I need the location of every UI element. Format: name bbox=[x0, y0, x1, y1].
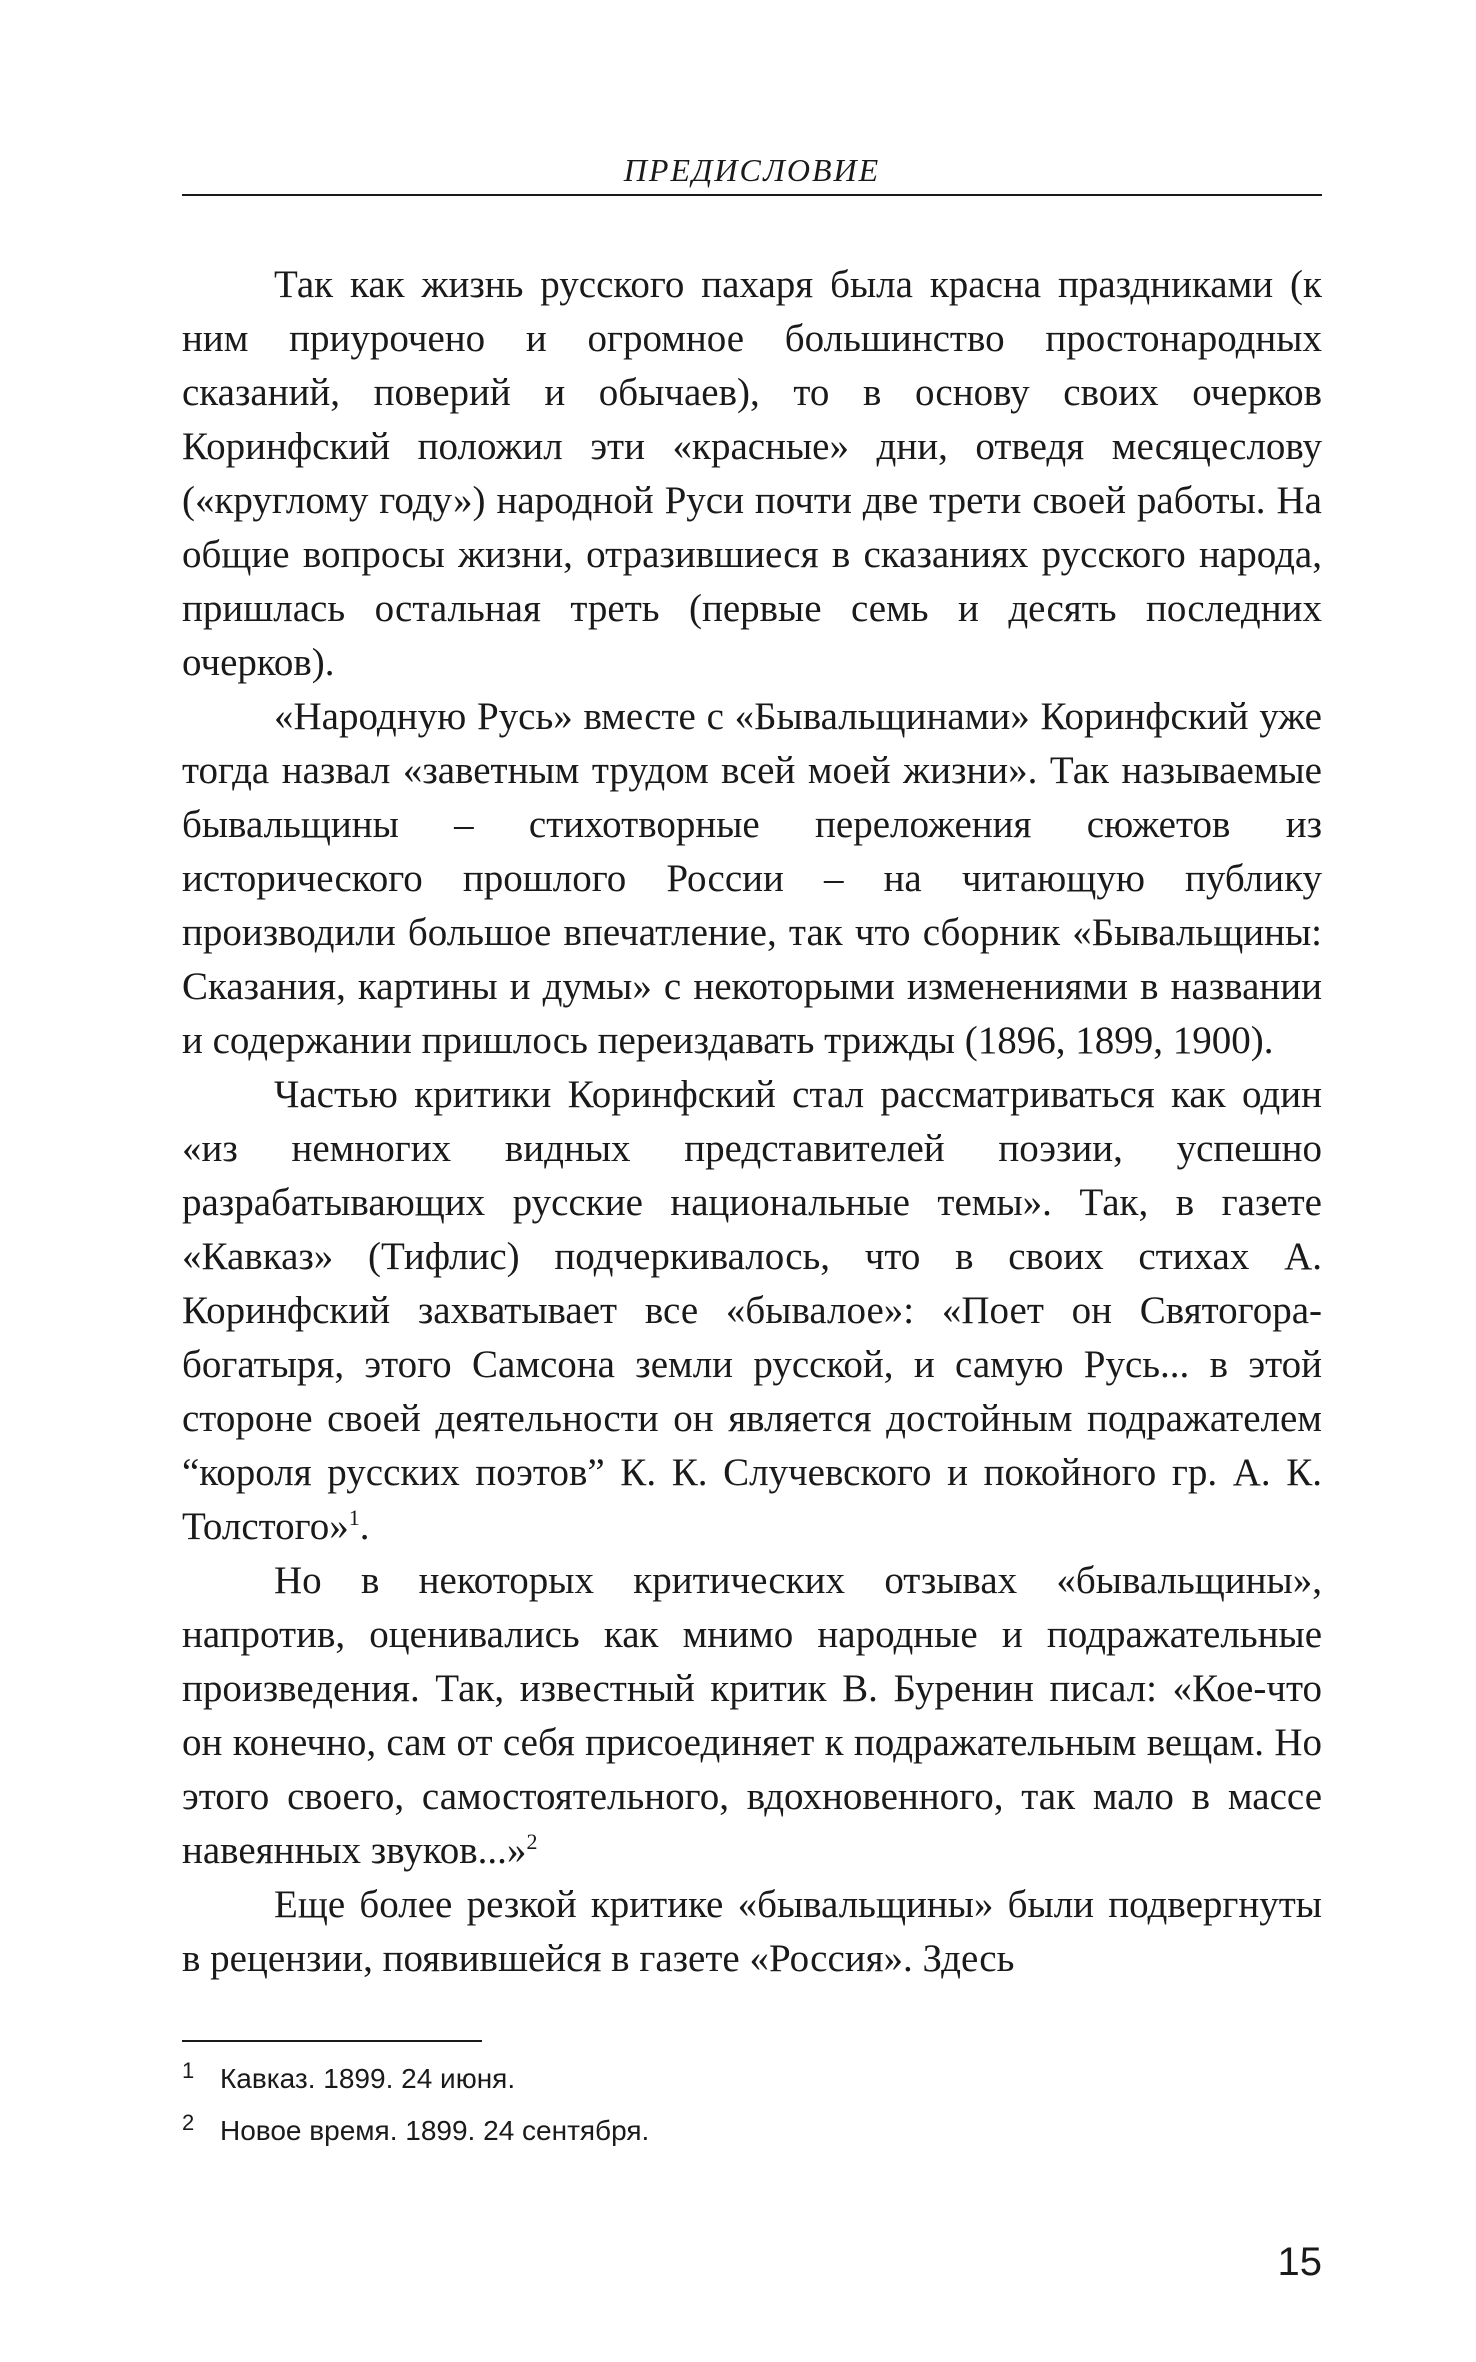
paragraph-3 bbox=[182, 1068, 1322, 1554]
paragraph-3-text: Частью критики Коринфский стал рассматриваться как один «из немногих видных представителей поэзии, успешно разрабатывающих русские национальные темы». Так, в газете «Кавказ» (Тифлис) подчеркивалось, что в своих стихах А. Коринфский захватывает все «бывалое»: «Поет он Святогора-богатыря, этого Самсона земли русской, и самую Русь... в этой стороне своей деятельности он является достойным подражателем “короля русских поэтов” К. К. Случевского и покойного гр. А. К. Толстого» bbox=[182, 1073, 1322, 1548]
footnote-mark: 2 bbox=[182, 2110, 195, 2135]
footnote-1 bbox=[182, 2053, 1322, 2105]
paragraph-3-end: . bbox=[359, 1505, 370, 1548]
book-page bbox=[182, 150, 1322, 2320]
main-text bbox=[182, 258, 1322, 1986]
header-rule bbox=[182, 194, 1322, 196]
running-header: ПРЕДИСЛОВИЕ bbox=[623, 152, 881, 188]
footnote-rule bbox=[182, 2040, 482, 2042]
footnote-2 bbox=[182, 2105, 1322, 2157]
footnote-mark: 1 bbox=[182, 2058, 195, 2083]
footnotes bbox=[182, 2053, 1322, 2157]
paragraph-5: Еще более резкой критике «бывальщины» были подвергнуты в рецензии, появившейся в газете «Россия». Здесь bbox=[182, 1883, 1322, 1980]
paragraph-4 bbox=[182, 1554, 1322, 1878]
footnote-text: Кавказ. 1899. 24 июня. bbox=[220, 2063, 516, 2094]
paragraph-1: Так как жизнь русского пахаря была красна праздниками (к ним приурочено и огромное большинство простонародных сказаний, поверий и обычаев), то в основу своих очерков Коринфский положил эти «красные» дни, отведя месяцеслову («круглому году») народной Руси почти две трети своей работы. На общие вопросы жизни, отразившиеся в сказаниях русского народа, пришлась остальная треть (первые семь и десять последних очерков). bbox=[182, 263, 1322, 684]
page-number: 15 bbox=[1277, 2240, 1322, 2284]
footnote-ref-1: 1 bbox=[348, 1505, 360, 1530]
paragraph-2: «Народную Русь» вместе с «Бывальщинами» Коринфский уже тогда назвал «заветным трудом всей моей жизни». Так называемые бывальщины – стихотворные переложения сюжетов из исторического прошлого России – на читающую публику производили большое впечатление, так что сборник «Бывальщины: Сказания, картины и думы» с некоторыми изменениями в названии и содержании пришлось переиздавать трижды (1896, 1899, 1900). bbox=[182, 695, 1322, 1062]
footnote-text: Новое время. 1899. 24 сентября. bbox=[220, 2115, 650, 2146]
footnote-ref-2: 2 bbox=[526, 1829, 538, 1854]
paragraph-4-text: Но в некоторых критических отзывах «бывальщины», напротив, оценивались как мнимо народные и подражательные произведения. Так, известный критик В. Буренин писал: «Кое-что он конечно, сам от себя присоединяет к подражательным вещам. Но этого своего, самостоятельного, вдохновенного, так мало в массе навеянных звуков...» bbox=[182, 1559, 1322, 1872]
